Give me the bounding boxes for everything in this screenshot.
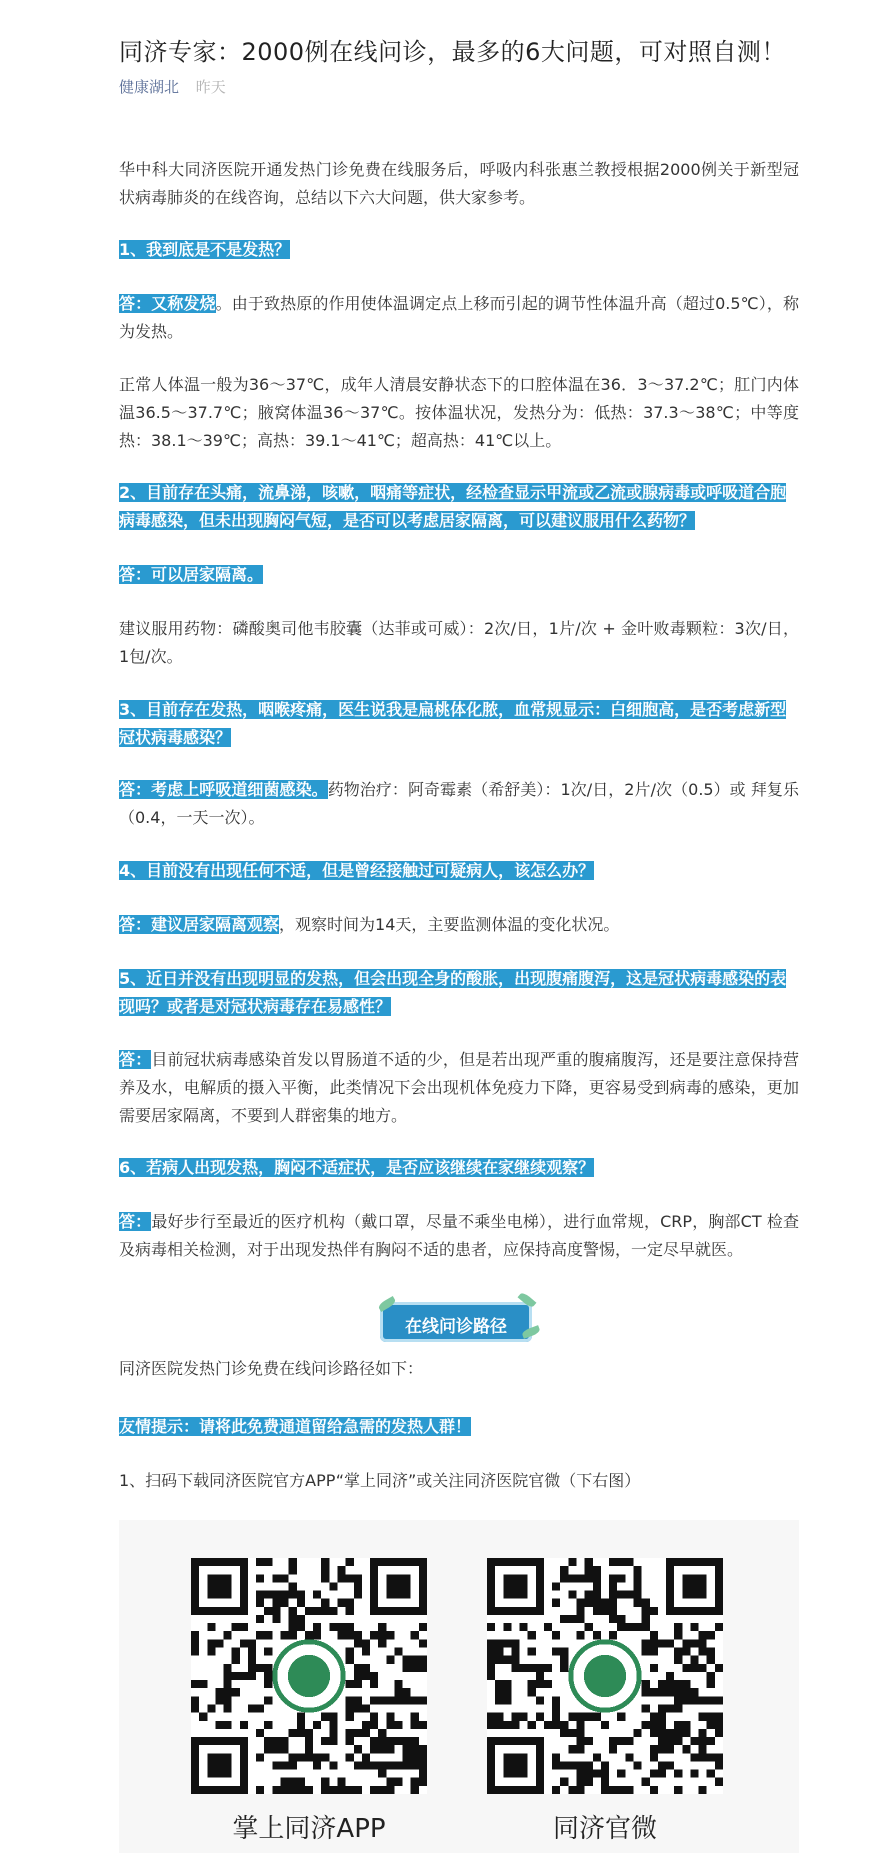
answer-2-detail: 建议服用药物：磷酸奥司他韦胶囊（达菲或可威）：2次/日，1片/次 + 金叶败毒颗粒：3次/日，1包/次。 [119,619,799,666]
answer-2-label: 答：可以居家隔离。 [119,565,264,584]
answer-5-label: 答： [119,1050,152,1069]
question-2 [119,479,799,535]
answer-4-text: ，观察时间为14天，主要监测体温的变化状况。 [279,915,620,934]
article-meta [119,76,226,97]
tip [119,1413,799,1441]
answer-1-label: 答：又称发烧 [119,294,216,313]
question-3-text: 3、目前存在发热，咽喉疼痛，医生说我是扁桃体化脓，血常规显示：白细胞高，是否考虑新型冠状病毒感染？ [119,700,787,747]
publish-time: 昨天 [195,78,226,96]
answer-3 [119,776,799,832]
question-2-text: 2、目前存在头痛，流鼻涕，咳嗽，咽痛等症状，经检查显示甲流或乙流或腺病毒或呼吸道合胞病毒感染，但未出现胸闷气短，是否可以考虑居家隔离，可以建议服用什么药物？ [119,483,787,530]
intro-paragraph: 华中科大同济医院开通发热门诊免费在线服务后，呼吸内科张惠兰教授根据2000例关于新型冠状病毒肺炎的在线咨询，总结以下六大问题，供大家参考。 [119,160,799,207]
answer-5 [119,1046,799,1130]
qr-code-wechat-icon[interactable] [487,1558,723,1794]
article-title: 同济专家：2000例在线问诊，最多的6大问题，可对照自测！ [119,38,786,66]
answer-1-text: 。由于致热原的作用使体温调定点上移而引起的调节性体温升高（超过0.5℃），称为发热。 [119,294,799,341]
answer-6-label: 答： [119,1212,152,1231]
answer-3-label: 答：考虑上呼吸道细菌感染。 [119,780,328,799]
question-4 [119,857,799,885]
answer-2 [119,561,799,589]
qr-code-panel [119,1520,799,1853]
online-consult-path-badge [380,1298,532,1342]
qr-code-app-icon[interactable] [191,1558,427,1794]
account-name-link[interactable]: 健康湖北 [119,78,180,96]
question-5 [119,965,799,1021]
answer-6 [119,1208,799,1264]
qr-caption-wechat: 同济官微 [552,1814,657,1844]
step-1: 1、扫码下载同济医院官方APP“掌上同济”或关注同济医院官微（下右图） [119,1471,641,1490]
path-intro: 同济医院发热门诊免费在线问诊路径如下： [119,1359,424,1378]
tip-text: 友情提示：请将此免费通道留给急需的发热人群！ [119,1417,472,1436]
answer-6-text: 最好步行至最近的医疗机构（戴口罩，尽量不乘坐电梯），进行血常规，CRP，胸部CT 检查及病毒相关检测，对于出现发热伴有胸闷不适的患者，应保持高度警惕，一定尽早就医。 [119,1212,799,1259]
answer-1 [119,290,799,346]
badge-label: 在线问诊路径 [405,1317,507,1337]
answer-4-label: 答：建议居家隔离观察 [119,915,280,934]
question-5-text: 5、近日并没有出现明显的发热，但会出现全身的酸胀，出现腹痛腹泻，这是冠状病毒感染的表现吗？或者是对冠状病毒存在易感性？ [119,969,787,1016]
question-3 [119,696,799,752]
answer-4 [119,911,799,939]
question-6-text: 6、若病人出现发热，胸闷不适症状，是否应该继续在家继续观察？ [119,1158,595,1177]
qr-caption-app: 掌上同济APP [232,1814,386,1844]
question-1 [119,236,799,264]
answer-3-text: 药物治疗：阿奇霉素（希舒美）：1次/日，2片/次（0.5）或 拜复乐（0.4，一天一次）。 [119,780,799,827]
question-1-text: 1、我到底是不是发热？ [119,240,291,259]
answer-5-text: 目前冠状病毒感染首发以胃肠道不适的少，但是若出现严重的腹痛腹泻，还是要注意保持营养及水，电解质的摄入平衡，此类情况下会出现机体免疫力下降，更容易受到病毒的感染，更加需要居家隔离，不要到人群密集的地方。 [119,1050,799,1125]
question-4-text: 4、目前没有出现任何不适，但是曾经接触过可疑病人，该怎么办？ [119,861,595,880]
answer-1-detail: 正常人体温一般为36～37℃，成年人清晨安静状态下的口腔体温在36．3～37.2℃；肛门内体温36.5～37.7℃；腋窝体温36～37℃。按体温状况，发热分为：低热：37.3～38℃；中等度热：38.1～39℃；高热：39.1～41℃；超高热：41℃以上。 [119,375,799,450]
question-6 [119,1154,799,1182]
